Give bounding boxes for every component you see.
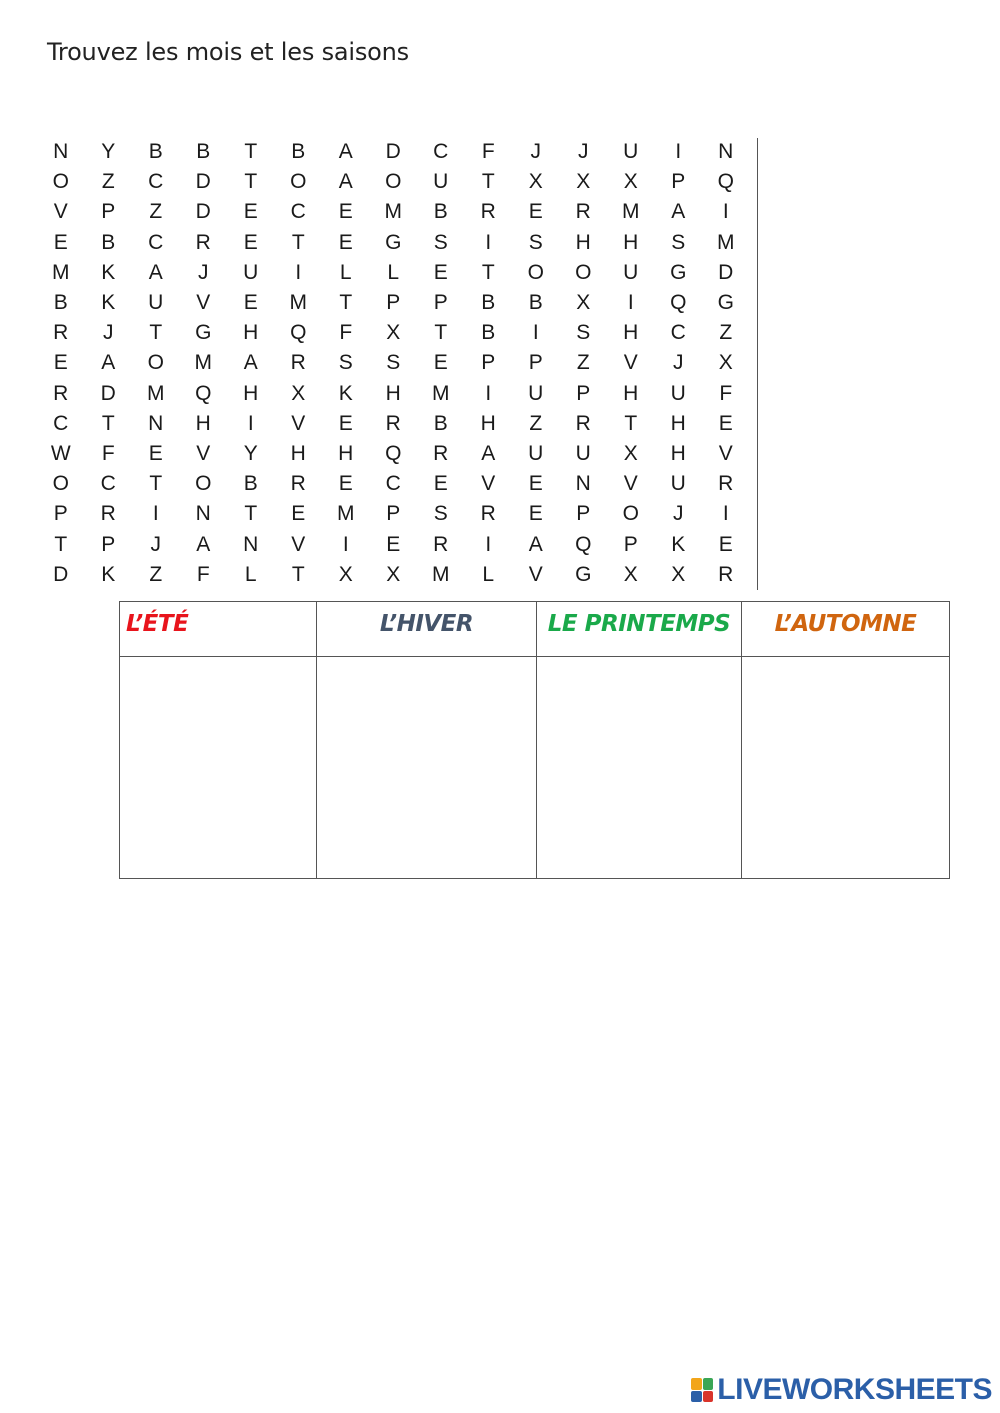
grid-letter[interactable]: P (576, 381, 591, 405)
grid-letter[interactable]: X (528, 170, 543, 194)
grid-letter[interactable]: H (623, 321, 639, 345)
grid-letter[interactable]: C (670, 321, 686, 345)
grid-letter[interactable]: P (623, 532, 638, 556)
grid-letter[interactable]: V (623, 351, 638, 375)
grid-letter[interactable]: H (243, 381, 259, 405)
grid-letter[interactable]: L (244, 562, 257, 586)
grid-letter[interactable]: M (384, 200, 402, 224)
grid-letter[interactable]: B (101, 230, 116, 254)
grid-letter[interactable]: O (385, 170, 402, 194)
grid-letter[interactable]: F (339, 321, 353, 345)
grid-letter[interactable]: N (243, 532, 259, 556)
grid-letter[interactable]: M (289, 291, 307, 315)
grid-letter[interactable]: N (718, 140, 734, 164)
grid-letter[interactable]: H (243, 321, 259, 345)
grid-letter[interactable]: R (575, 411, 591, 435)
grid-letter[interactable]: A (528, 532, 543, 556)
grid-letter[interactable]: S (433, 230, 448, 254)
grid-letter[interactable]: E (528, 200, 543, 224)
grid-letter[interactable]: P (386, 502, 401, 526)
grid-letter[interactable]: E (53, 230, 68, 254)
grid-letter[interactable]: E (386, 532, 401, 556)
grid-letter[interactable]: O (52, 170, 69, 194)
grid-letter[interactable]: E (338, 200, 353, 224)
season-ete: L’ÉTÉ (126, 611, 189, 637)
grid-letter[interactable]: Z (149, 200, 163, 224)
grid-letter[interactable]: X (671, 562, 686, 586)
grid-letter[interactable]: R (290, 351, 306, 375)
grid-letter[interactable]: Z (149, 562, 163, 586)
grid-letter[interactable]: Z (719, 321, 733, 345)
grid-letter[interactable]: T (54, 532, 68, 556)
grid-letter[interactable]: I (722, 502, 729, 526)
answer-cell-hiver[interactable] (317, 657, 537, 879)
grid-letter[interactable]: C (148, 230, 164, 254)
grid-letter[interactable]: N (53, 140, 69, 164)
grid-letter[interactable]: F (196, 562, 210, 586)
grid-letter[interactable]: J (103, 321, 114, 345)
grid-letter[interactable]: A (338, 140, 353, 164)
grid-letter[interactable]: E (338, 411, 353, 435)
season-header-cell (537, 602, 742, 657)
season-header-cell (742, 602, 950, 657)
page-title: Trouvez les mois et les saisons (47, 38, 409, 66)
grid-letter[interactable]: C (433, 140, 449, 164)
grid-letter[interactable]: B (291, 140, 306, 164)
grid-letter[interactable]: V (623, 472, 638, 496)
grid-letter[interactable]: F (481, 140, 495, 164)
grid-letter[interactable]: C (53, 411, 69, 435)
grid-letter[interactable]: H (338, 441, 354, 465)
grid-letter[interactable]: R (575, 200, 591, 224)
grid-letter[interactable]: O (195, 472, 212, 496)
seasons-header-row (120, 602, 950, 657)
grid-letter[interactable]: T (149, 321, 163, 345)
grid-letter[interactable]: O (52, 472, 69, 496)
grid-letter[interactable]: K (101, 291, 116, 315)
grid-letter[interactable]: D (53, 562, 69, 586)
grid-letter[interactable]: S (576, 321, 591, 345)
grid-letter[interactable]: U (243, 260, 259, 284)
grid-letter[interactable]: U (623, 260, 639, 284)
grid-letter[interactable]: P (481, 351, 496, 375)
grid-letter[interactable]: N (195, 502, 211, 526)
grid-letter[interactable]: Y (243, 441, 258, 465)
grid-letter[interactable]: N (575, 472, 591, 496)
grid-letter[interactable]: B (481, 291, 496, 315)
grid-letter[interactable]: R (53, 321, 69, 345)
grid-letter[interactable]: X (623, 170, 638, 194)
grid-letter[interactable]: P (101, 532, 116, 556)
answer-cell-automne[interactable] (742, 657, 950, 879)
grid-letter[interactable]: T (291, 562, 305, 586)
grid-letter[interactable]: P (671, 170, 686, 194)
grid-letter[interactable]: Q (385, 441, 402, 465)
grid-letter[interactable]: H (385, 381, 401, 405)
grid-letter[interactable]: G (385, 230, 402, 254)
grid-letter[interactable]: J (198, 260, 209, 284)
season-printemps: LE PRINTEMPS (547, 611, 731, 637)
grid-letter[interactable]: J (673, 502, 684, 526)
grid-letter[interactable]: S (671, 230, 686, 254)
grid-letter[interactable]: T (339, 291, 353, 315)
grid-letter[interactable]: N (148, 411, 164, 435)
grid-letter[interactable]: B (528, 291, 543, 315)
grid-letter[interactable]: I (532, 321, 539, 345)
grid-letter[interactable]: E (528, 502, 543, 526)
grid-letter[interactable]: I (485, 230, 492, 254)
grid-letter[interactable]: R (433, 441, 449, 465)
season-hiver: L’HIVER (379, 611, 474, 637)
grid-letter[interactable]: H (623, 230, 639, 254)
grid-letter[interactable]: S (433, 502, 448, 526)
grid-letter[interactable]: R (480, 502, 496, 526)
word-search-grid (37, 137, 750, 590)
grid-letter[interactable]: A (338, 170, 353, 194)
grid-letter[interactable]: L (482, 562, 495, 586)
grid-letter[interactable]: Q (195, 381, 212, 405)
grid-letter[interactable]: X (291, 381, 306, 405)
grid-letter[interactable]: C (290, 200, 306, 224)
grid-letter[interactable]: E (433, 351, 448, 375)
grid-letter[interactable]: T (624, 411, 638, 435)
grid-letter[interactable]: G (670, 260, 687, 284)
grid-letter[interactable]: T (101, 411, 115, 435)
grid-letter[interactable]: Z (529, 411, 543, 435)
grid-letter[interactable]: Z (101, 170, 115, 194)
grid-letter[interactable]: T (481, 170, 495, 194)
grid-letter[interactable]: I (247, 411, 254, 435)
grid-letter[interactable]: B (148, 140, 163, 164)
grid-letter[interactable]: U (670, 472, 686, 496)
grid-letter[interactable]: O (290, 170, 307, 194)
grid-letter[interactable]: E (243, 230, 258, 254)
grid-letter[interactable]: J (673, 351, 684, 375)
grid-letter[interactable]: M (717, 230, 735, 254)
grid-letter[interactable]: C (100, 472, 116, 496)
grid-letter[interactable]: A (481, 441, 496, 465)
grid-letter[interactable]: S (338, 351, 353, 375)
grid-letter[interactable]: Y (101, 140, 116, 164)
grid-letter[interactable]: S (386, 351, 401, 375)
grid-letter[interactable]: O (575, 260, 592, 284)
grid-letter[interactable]: P (433, 291, 448, 315)
grid-letter[interactable]: D (195, 170, 211, 194)
grid-letter[interactable]: U (670, 381, 686, 405)
grid-letter[interactable]: C (148, 170, 164, 194)
grid-letter[interactable]: H (195, 411, 211, 435)
grid-letter[interactable]: V (718, 441, 733, 465)
grid-letter[interactable]: G (195, 321, 212, 345)
grid-letter[interactable]: V (53, 200, 68, 224)
grid-letter[interactable]: A (671, 200, 686, 224)
grid-letter[interactable]: R (195, 230, 211, 254)
grid-letter[interactable]: L (339, 260, 352, 284)
grid-letter[interactable]: K (338, 381, 353, 405)
season-automne: L’AUTOMNE (774, 611, 917, 637)
grid-letter[interactable]: E (243, 200, 258, 224)
grid-letter[interactable]: E (291, 502, 306, 526)
grid-letter[interactable]: R (718, 562, 734, 586)
grid-letter[interactable]: M (52, 260, 70, 284)
grid-letter[interactable]: U (148, 291, 164, 315)
grid-letter[interactable]: B (481, 321, 496, 345)
grid-letter[interactable]: T (291, 230, 305, 254)
grid-letter[interactable]: H (670, 411, 686, 435)
grid-letter[interactable]: E (338, 472, 353, 496)
grid-letter[interactable]: V (196, 291, 211, 315)
grid-letter[interactable]: R (385, 411, 401, 435)
grid-letter[interactable]: D (100, 381, 116, 405)
grid-letter[interactable]: F (719, 381, 733, 405)
grid-letter[interactable]: R (718, 472, 734, 496)
grid-letter[interactable]: J (578, 140, 589, 164)
grid-letter[interactable]: E (53, 351, 68, 375)
brand-name: LIVEWORKSHEETS (717, 1373, 992, 1406)
grid-letter[interactable]: P (101, 200, 116, 224)
grid-letter[interactable]: X (338, 562, 353, 586)
grid-letter[interactable]: Q (717, 170, 734, 194)
grid-letter[interactable]: I (722, 200, 729, 224)
grid-letter[interactable]: T (244, 140, 258, 164)
grid-letter[interactable]: X (623, 441, 638, 465)
grid-letter[interactable]: M (337, 502, 355, 526)
grid-letter[interactable]: H (670, 441, 686, 465)
grid-letter[interactable]: T (244, 502, 258, 526)
grid-letter[interactable]: I (627, 291, 634, 315)
season-header-cell (317, 602, 537, 657)
grid-letter[interactable]: E (243, 291, 258, 315)
grid-letter[interactable]: B (243, 472, 258, 496)
grid-letter[interactable]: C (385, 472, 401, 496)
grid-letter[interactable]: P (528, 351, 543, 375)
grid-letter[interactable]: I (485, 532, 492, 556)
grid-letter[interactable]: P (576, 502, 591, 526)
grid-letter[interactable]: X (386, 562, 401, 586)
grid-letter[interactable]: Q (290, 321, 307, 345)
grid-letter[interactable]: T (244, 170, 258, 194)
grid-letter[interactable]: X (576, 291, 591, 315)
grid-letter[interactable]: O (527, 260, 544, 284)
grid-letter[interactable]: Q (670, 291, 687, 315)
grid-letter[interactable]: E (433, 472, 448, 496)
grid-letter[interactable]: T (149, 472, 163, 496)
grid-letter[interactable]: J (150, 532, 161, 556)
answer-cell-ete[interactable] (120, 657, 317, 879)
grid-letter[interactable]: R (480, 200, 496, 224)
grid-letter[interactable]: Z (576, 351, 590, 375)
grid-letter[interactable]: Q (575, 532, 592, 556)
grid-letter[interactable]: V (291, 411, 306, 435)
grid-letter[interactable]: B (433, 200, 448, 224)
grid-letter[interactable]: R (290, 472, 306, 496)
grid-letter[interactable]: O (622, 502, 639, 526)
grid-letter[interactable]: D (718, 260, 734, 284)
grid-letter[interactable]: U (528, 381, 544, 405)
grid-letter[interactable]: X (576, 170, 591, 194)
grid-letter[interactable]: O (147, 351, 164, 375)
grid-letter[interactable]: V (528, 562, 543, 586)
grid-letter[interactable]: K (101, 260, 116, 284)
grid-letter[interactable]: U (433, 170, 449, 194)
grid-letter[interactable]: E (433, 260, 448, 284)
grid-letter[interactable]: U (623, 140, 639, 164)
grid-letter[interactable]: S (528, 230, 543, 254)
grid-letter[interactable]: K (671, 532, 686, 556)
grid-letter[interactable]: H (290, 441, 306, 465)
grid-letter[interactable]: A (148, 260, 163, 284)
grid-letter[interactable]: E (528, 472, 543, 496)
grid-divider (757, 138, 758, 590)
grid-letter[interactable]: R (100, 502, 116, 526)
seasons-answer-row (120, 657, 950, 879)
answer-cell-printemps[interactable] (537, 657, 742, 879)
grid-letter[interactable]: D (195, 200, 211, 224)
grid-letter[interactable]: X (623, 562, 638, 586)
grid-letter[interactable]: E (338, 230, 353, 254)
grid-letter[interactable]: B (53, 291, 68, 315)
grid-letter[interactable]: M (432, 381, 450, 405)
grid-letter[interactable]: I (295, 260, 302, 284)
grid-letter[interactable]: M (622, 200, 640, 224)
grid-letter[interactable]: B (196, 140, 211, 164)
grid-letter[interactable]: I (342, 532, 349, 556)
grid-letter[interactable]: B (433, 411, 448, 435)
grid-letter[interactable]: V (196, 441, 211, 465)
grid-letter[interactable]: A (243, 351, 258, 375)
grid-letter[interactable]: X (718, 351, 733, 375)
grid-letter[interactable]: E (718, 411, 733, 435)
grid-letter[interactable]: H (623, 381, 639, 405)
grid-letter[interactable]: R (53, 381, 69, 405)
grid-letter[interactable]: X (386, 321, 401, 345)
grid-letter[interactable]: H (480, 411, 496, 435)
grid-letter[interactable]: U (528, 441, 544, 465)
grid-letter[interactable]: W (50, 441, 71, 465)
grid-letter[interactable]: D (385, 140, 401, 164)
grid-letter[interactable]: E (718, 532, 733, 556)
grid-letter[interactable]: E (148, 441, 163, 465)
grid-letter[interactable]: I (675, 140, 682, 164)
grid-letter[interactable]: G (575, 562, 592, 586)
grid-letter[interactable]: J (530, 140, 541, 164)
grid-letter[interactable]: A (196, 532, 211, 556)
grid-letter[interactable]: V (481, 472, 496, 496)
grid-letter[interactable]: M (194, 351, 212, 375)
grid-letter[interactable]: V (291, 532, 306, 556)
grid-letter[interactable]: G (717, 291, 734, 315)
grid-letter[interactable]: T (481, 260, 495, 284)
grid-letter[interactable]: R (433, 532, 449, 556)
grid-letter[interactable]: A (101, 351, 116, 375)
logo-icon (691, 1378, 713, 1402)
grid-letter[interactable]: P (53, 502, 68, 526)
grid-letter[interactable]: K (101, 562, 116, 586)
grid-letter[interactable]: M (147, 381, 165, 405)
season-header-cell (120, 602, 317, 657)
grid-letter[interactable]: T (434, 321, 448, 345)
grid-letter[interactable]: H (575, 230, 591, 254)
grid-letter[interactable]: U (575, 441, 591, 465)
grid-letter[interactable]: F (101, 441, 115, 465)
grid-letter[interactable]: P (386, 291, 401, 315)
grid-letter[interactable]: I (485, 381, 492, 405)
liveworksheets-logo (691, 1373, 992, 1407)
grid-letter[interactable]: M (432, 562, 450, 586)
grid-letter[interactable]: I (152, 502, 159, 526)
grid-letter[interactable]: L (387, 260, 400, 284)
seasons-table (119, 601, 950, 879)
